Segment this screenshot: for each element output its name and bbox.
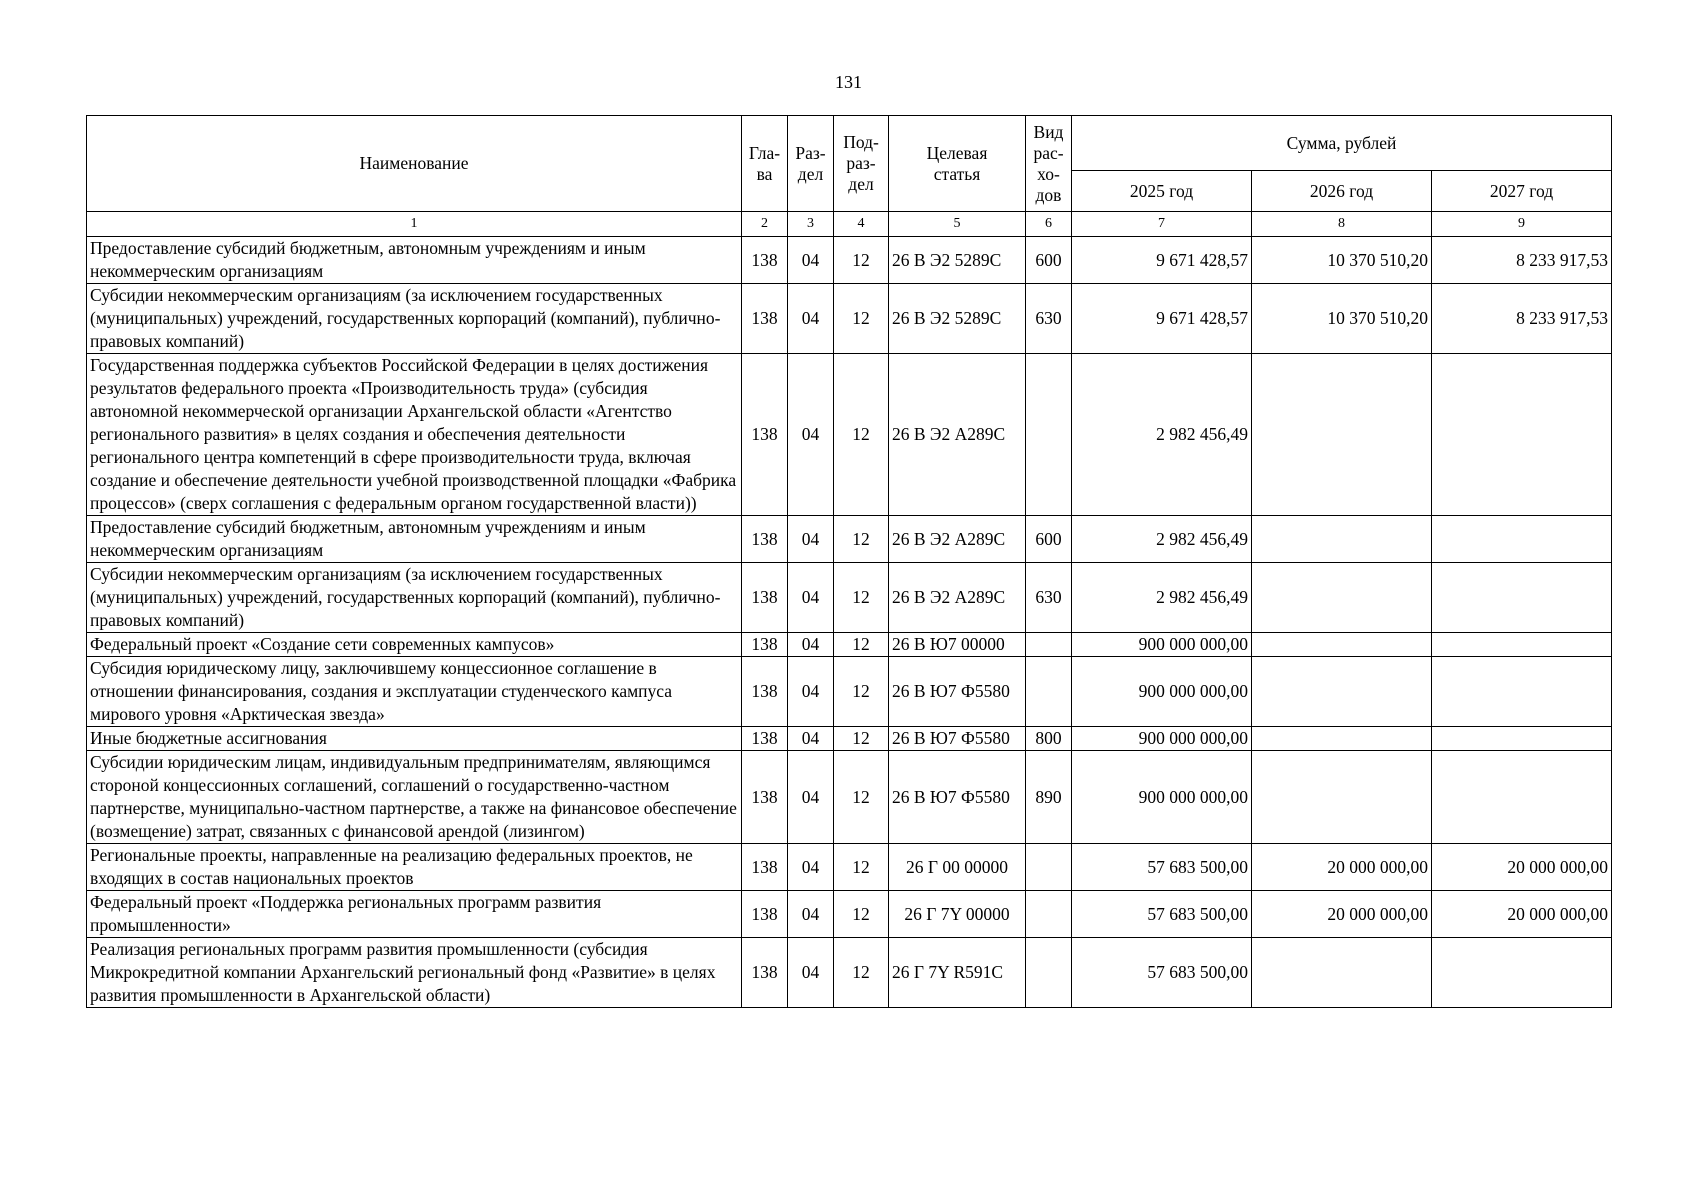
row-podrazdel: 12 — [834, 844, 889, 891]
row-expense-type: 600 — [1026, 237, 1072, 284]
row-sum-2027 — [1432, 633, 1612, 657]
row-target-article: 26 В Э2 А289С — [889, 563, 1026, 633]
row-sum-2026 — [1252, 657, 1432, 727]
row-glava: 138 — [742, 751, 788, 844]
header-name: Наименование — [87, 116, 742, 212]
row-podrazdel: 12 — [834, 284, 889, 354]
row-expense-type: 800 — [1026, 727, 1072, 751]
row-sum-2027 — [1432, 354, 1612, 516]
row-sum-2027 — [1432, 563, 1612, 633]
row-podrazdel: 12 — [834, 516, 889, 563]
row-podrazdel: 12 — [834, 891, 889, 938]
row-glava: 138 — [742, 891, 788, 938]
row-razdel: 04 — [788, 354, 834, 516]
row-expense-type — [1026, 633, 1072, 657]
row-expense-type — [1026, 891, 1072, 938]
row-razdel: 04 — [788, 844, 834, 891]
row-glava: 138 — [742, 633, 788, 657]
row-podrazdel: 12 — [834, 727, 889, 751]
row-name: Государственная поддержка субъектов Российской Федерации в целях достижения результатов федерального проекта «Производительность труда» (субсидия автономной некоммерческой организации Архангельской области «Агентство регионального развития» в целях создания и обеспечения деятельности регионального центра компетенций в сфере производительности труда, включая создание и обеспечение деятельности учебной производственной площадки «Фабрика процессов» (сверх соглашения с федеральным органом государственной власти)) — [87, 354, 742, 516]
row-sum-2025: 900 000 000,00 — [1072, 633, 1252, 657]
row-name: Реализация региональных программ развития промышленности (субсидия Микрокредитной компании Архангельский региональный фонд «Развитие» в целях развития промышленности в Архангельской области) — [87, 938, 742, 1008]
row-glava: 138 — [742, 938, 788, 1008]
column-number: 8 — [1252, 212, 1432, 237]
table-row — [87, 727, 1612, 751]
table-row — [87, 633, 1612, 657]
row-sum-2025: 2 982 456,49 — [1072, 516, 1252, 563]
row-razdel: 04 — [788, 938, 834, 1008]
row-razdel: 04 — [788, 751, 834, 844]
row-razdel: 04 — [788, 633, 834, 657]
row-sum-2025: 57 683 500,00 — [1072, 844, 1252, 891]
row-sum-2025: 900 000 000,00 — [1072, 657, 1252, 727]
header-razdel-label: Раз- дел — [795, 142, 826, 184]
row-razdel: 04 — [788, 516, 834, 563]
row-name: Региональные проекты, направленные на реализацию федеральных проектов, не входящих в состав национальных проектов — [87, 844, 742, 891]
column-number: 9 — [1432, 212, 1612, 237]
row-sum-2026 — [1252, 751, 1432, 844]
row-target-article: 26 Г 00 00000 — [889, 844, 1026, 891]
row-sum-2025: 9 671 428,57 — [1072, 284, 1252, 354]
row-podrazdel: 12 — [834, 938, 889, 1008]
row-sum-2025: 900 000 000,00 — [1072, 727, 1252, 751]
row-sum-2026: 10 370 510,20 — [1252, 237, 1432, 284]
page-number: 131 — [835, 72, 862, 92]
table-row — [87, 891, 1612, 938]
row-glava: 138 — [742, 284, 788, 354]
table-row — [87, 237, 1612, 284]
row-sum-2027 — [1432, 516, 1612, 563]
row-sum-2026: 20 000 000,00 — [1252, 891, 1432, 938]
row-podrazdel: 12 — [834, 237, 889, 284]
table-row — [87, 938, 1612, 1008]
row-sum-2027 — [1432, 727, 1612, 751]
row-sum-2027: 20 000 000,00 — [1432, 891, 1612, 938]
row-name: Иные бюджетные ассигнования — [87, 727, 742, 751]
table-row — [87, 751, 1612, 844]
row-podrazdel: 12 — [834, 563, 889, 633]
row-sum-2026 — [1252, 727, 1432, 751]
column-number: 3 — [788, 212, 834, 237]
row-name: Федеральный проект «Поддержка региональных программ развития промышленности» — [87, 891, 742, 938]
row-podrazdel: 12 — [834, 354, 889, 516]
header-year-2026: 2026 год — [1252, 171, 1432, 212]
row-razdel: 04 — [788, 237, 834, 284]
row-target-article: 26 В Э2 А289С — [889, 516, 1026, 563]
row-glava: 138 — [742, 563, 788, 633]
row-sum-2026 — [1252, 563, 1432, 633]
row-expense-type — [1026, 657, 1072, 727]
row-name: Субсидии некоммерческим организациям (за исключением государственных (муниципальных) учреждений, государственных корпораций (компаний), публично-правовых компаний) — [87, 284, 742, 354]
column-number: 2 — [742, 212, 788, 237]
header-year-2027: 2027 год — [1432, 171, 1612, 212]
table-header — [87, 116, 1612, 237]
row-sum-2027 — [1432, 938, 1612, 1008]
row-razdel: 04 — [788, 563, 834, 633]
column-number: 6 — [1026, 212, 1072, 237]
table-row — [87, 844, 1612, 891]
row-name: Субсидии юридическим лицам, индивидуальным предпринимателям, являющимся стороной концессионных соглашений, соглашений о государственно-частном партнерстве, муниципально-частном партнерстве, а также на финансовое обеспечение (возмещение) затрат, связанных с финансовой арендой (лизингом) — [87, 751, 742, 844]
table-body — [87, 237, 1612, 1008]
row-sum-2026 — [1252, 354, 1432, 516]
header-year-2025: 2025 год — [1072, 171, 1252, 212]
row-sum-2026 — [1252, 938, 1432, 1008]
row-glava: 138 — [742, 354, 788, 516]
row-sum-2027 — [1432, 657, 1612, 727]
row-sum-2027: 8 233 917,53 — [1432, 237, 1612, 284]
header-podrazdel-label: Под- раз- дел — [843, 132, 879, 194]
row-glava: 138 — [742, 237, 788, 284]
header-sum: Сумма, рублей — [1072, 116, 1612, 171]
row-sum-2025: 2 982 456,49 — [1072, 354, 1252, 516]
row-podrazdel: 12 — [834, 657, 889, 727]
budget-table — [86, 115, 1612, 1008]
row-podrazdel: 12 — [834, 751, 889, 844]
row-sum-2026 — [1252, 516, 1432, 563]
row-name: Предоставление субсидий бюджетным, автономным учреждениям и иным некоммерческим организациям — [87, 237, 742, 284]
row-podrazdel: 12 — [834, 633, 889, 657]
row-name: Предоставление субсидий бюджетным, автономным учреждениям и иным некоммерческим организациям — [87, 516, 742, 563]
row-sum-2025: 900 000 000,00 — [1072, 751, 1252, 844]
row-target-article: 26 В Ю7 00000 — [889, 633, 1026, 657]
row-name: Федеральный проект «Создание сети современных кампусов» — [87, 633, 742, 657]
row-name: Субсидии некоммерческим организациям (за исключением государственных (муниципальных) учреждений, государственных корпораций (компаний), публично-правовых компаний) — [87, 563, 742, 633]
row-sum-2027: 20 000 000,00 — [1432, 844, 1612, 891]
header-target-article — [889, 116, 1026, 212]
row-razdel: 04 — [788, 727, 834, 751]
header-glava — [742, 116, 788, 212]
row-sum-2025: 57 683 500,00 — [1072, 938, 1252, 1008]
header-expense-type-label: Вид рас- хо- дов — [1033, 121, 1064, 205]
row-expense-type: 630 — [1026, 563, 1072, 633]
row-expense-type — [1026, 938, 1072, 1008]
table-row — [87, 657, 1612, 727]
row-sum-2025: 57 683 500,00 — [1072, 891, 1252, 938]
row-target-article: 26 В Э2 А289С — [889, 354, 1026, 516]
column-number: 1 — [87, 212, 742, 237]
table-row — [87, 563, 1612, 633]
header-glava-label: Гла- ва — [748, 142, 781, 184]
row-sum-2027 — [1432, 751, 1612, 844]
row-target-article: 26 Г 7Y R591С — [889, 938, 1026, 1008]
row-sum-2025: 9 671 428,57 — [1072, 237, 1252, 284]
row-razdel: 04 — [788, 284, 834, 354]
row-glava: 138 — [742, 844, 788, 891]
header-razdel — [788, 116, 834, 212]
column-number: 5 — [889, 212, 1026, 237]
column-number: 7 — [1072, 212, 1252, 237]
table-row — [87, 354, 1612, 516]
header-target-article-label: Целевая статья — [926, 142, 988, 184]
row-sum-2026 — [1252, 633, 1432, 657]
row-expense-type — [1026, 844, 1072, 891]
column-numbers-row — [87, 212, 1612, 237]
row-razdel: 04 — [788, 657, 834, 727]
row-target-article: 26 В Ю7 Ф5580 — [889, 727, 1026, 751]
row-expense-type — [1026, 354, 1072, 516]
row-glava: 138 — [742, 516, 788, 563]
table-row — [87, 516, 1612, 563]
row-sum-2027: 8 233 917,53 — [1432, 284, 1612, 354]
row-target-article: 26 Г 7Y 00000 — [889, 891, 1026, 938]
row-expense-type: 600 — [1026, 516, 1072, 563]
row-sum-2026: 10 370 510,20 — [1252, 284, 1432, 354]
row-target-article: 26 В Ю7 Ф5580 — [889, 657, 1026, 727]
header-podrazdel — [834, 116, 889, 212]
row-expense-type: 630 — [1026, 284, 1072, 354]
row-glava: 138 — [742, 727, 788, 751]
row-name: Субсидия юридическому лицу, заключившему концессионное соглашение в отношении финансирования, создания и эксплуатации студенческого кампуса мирового уровня «Арктическая звезда» — [87, 657, 742, 727]
header-expense-type — [1026, 116, 1072, 212]
table-row — [87, 284, 1612, 354]
row-target-article: 26 В Э2 5289С — [889, 237, 1026, 284]
row-target-article: 26 В Ю7 Ф5580 — [889, 751, 1026, 844]
row-expense-type: 890 — [1026, 751, 1072, 844]
row-sum-2026: 20 000 000,00 — [1252, 844, 1432, 891]
row-sum-2025: 2 982 456,49 — [1072, 563, 1252, 633]
column-number: 4 — [834, 212, 889, 237]
row-razdel: 04 — [788, 891, 834, 938]
row-target-article: 26 В Э2 5289С — [889, 284, 1026, 354]
row-glava: 138 — [742, 657, 788, 727]
